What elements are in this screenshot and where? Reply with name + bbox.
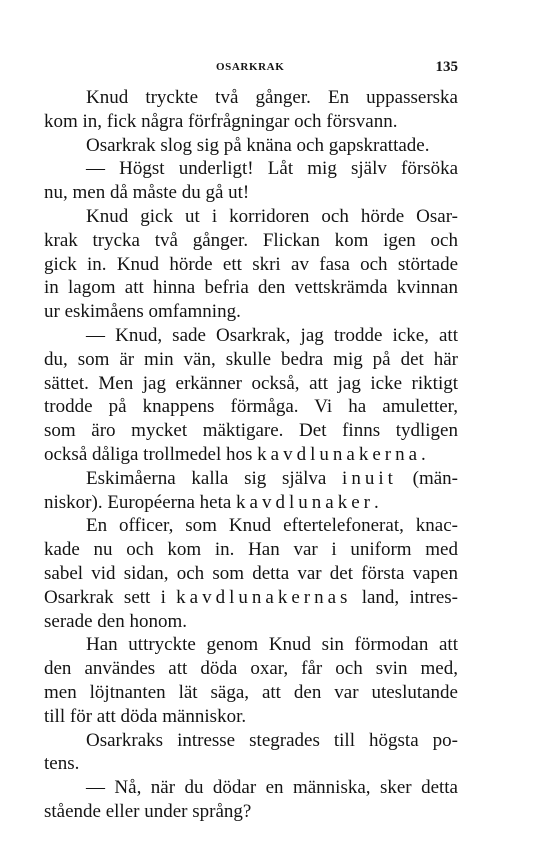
text-line: — Nå, när du dödar en människa, sker detta xyxy=(86,777,458,799)
running-head xyxy=(44,59,458,79)
text-line: du, som är min vän, skulle bedra mig på det här xyxy=(44,348,458,370)
text-line: Han uttryckte genom Knud sin förmodan att xyxy=(86,634,458,656)
spaced-word: kavdlunakerna xyxy=(257,443,422,465)
text-line: Knud gick ut i korridoren och hörde Osar- xyxy=(86,205,458,227)
page-number: 135 xyxy=(435,59,458,75)
text-line: nu, men då måste du gå ut! xyxy=(44,182,250,204)
text-line: till för att döda människor. xyxy=(44,705,247,727)
text-line: ur eskimåens omfamning. xyxy=(44,301,241,323)
text-line: kade nu och kom in. Han var i uniform med xyxy=(44,539,458,561)
text-line: tens. xyxy=(44,753,80,775)
text-line: trodde på knappens förmåga. Vi ha amuletter, xyxy=(44,396,458,418)
text-line: stående eller under språng? xyxy=(44,800,252,822)
text-line: kom in, fick några förfrågningar och försvann. xyxy=(44,110,398,132)
running-head-title: OSARKRAK xyxy=(216,61,285,73)
text-line: Eskimåerna kalla sig själva inuit (män- xyxy=(86,467,458,489)
text-line: Osarkrak slog sig på knäna och gapskrattade. xyxy=(86,134,430,156)
text-line: också dåliga trollmedel hos kavdlunakerna. xyxy=(44,443,426,465)
text-line: gick in. Knud hörde ett skri av fasa och störtade xyxy=(44,253,458,275)
spaced-word: inuit xyxy=(342,467,397,489)
text-line: in lagom att hinna befria den vettskrämda kvinnan xyxy=(44,277,458,299)
text-line: — Knud, sade Osarkrak, jag trodde icke, att xyxy=(86,324,458,346)
text-line: En officer, som Knud eftertelefonerat, knac- xyxy=(86,515,458,537)
text-line: sättet. Men jag erkänner också, att jag icke riktigt xyxy=(44,372,458,394)
text-line: — Högst underligt! Låt mig själv försöka xyxy=(86,158,458,180)
spaced-word: kavdlunaker xyxy=(236,491,374,513)
text-line: den användes att döda oxar, får och svin med, xyxy=(44,658,458,680)
spaced-word: kavdlunakernas xyxy=(176,586,352,608)
text-line: krak trycka två gånger. Flickan kom igen och xyxy=(44,229,458,251)
body-text xyxy=(44,86,458,824)
text-line: Osarkrak sett i kavdlunakernas land, intres- xyxy=(44,586,458,608)
text-line: men löjtnanten lät säga, att den var uteslutande xyxy=(44,681,458,703)
text-line: Osarkraks intresse stegrades till högsta po- xyxy=(86,729,458,751)
text-line: niskor). Européerna heta kavdlunaker. xyxy=(44,491,379,513)
text-line: serade den honom. xyxy=(44,610,187,632)
text-line: Knud tryckte två gånger. En uppasserska xyxy=(86,87,458,108)
text-line: som äro mycket mäktigare. Det finns tydligen xyxy=(44,420,458,442)
text-line: sabel vid sidan, och som detta var det första vapen xyxy=(44,562,458,584)
